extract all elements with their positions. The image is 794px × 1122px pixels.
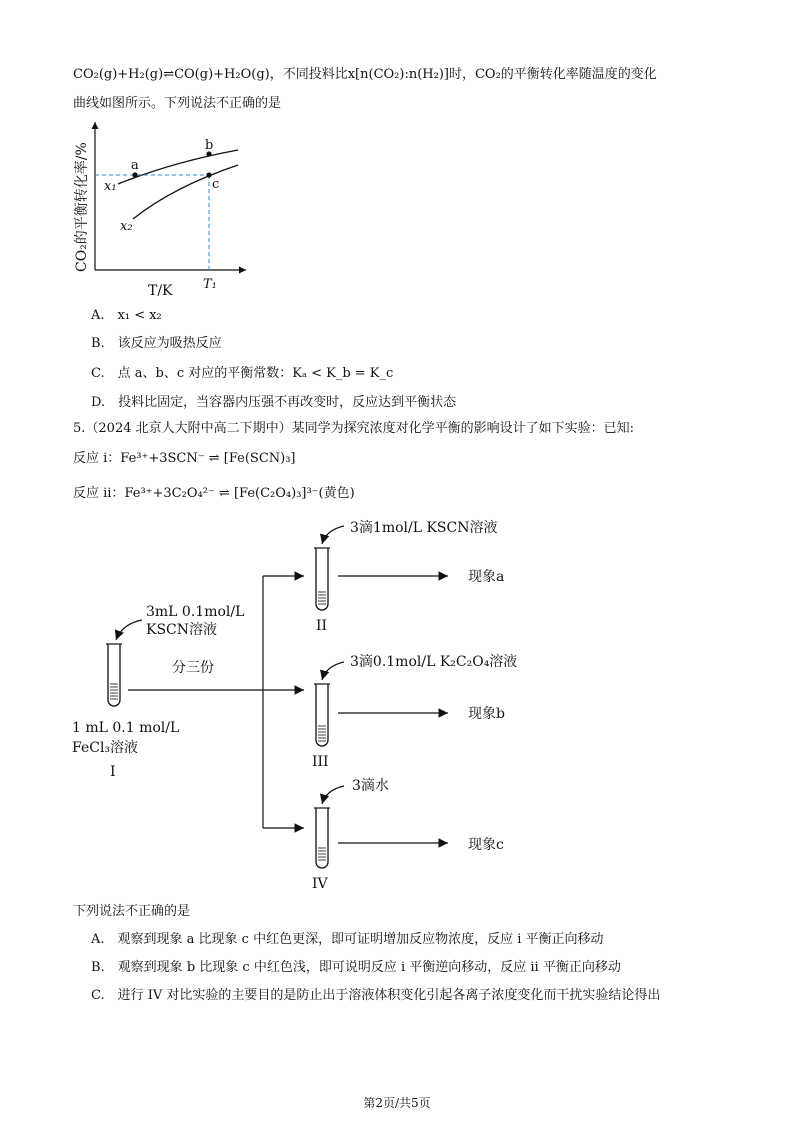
experiment-diagram — [60, 512, 620, 892]
q4-ratio: x[n(CO₂):n(H₂)] — [347, 67, 449, 82]
tube3-label: III — [312, 754, 329, 770]
point-b-label: b — [205, 138, 214, 153]
q4-stem-tail: 时，CO₂的平衡转化率随温度的变化 — [448, 67, 657, 82]
q5-option-b: B. 观察到现象 b 比现象 c 中红色浅，即可说明反应 i 平衡逆向移动，反应 ii 平衡正向移动 — [91, 960, 621, 975]
tube1-content-line1: 1 mL 0.1 mol/L — [72, 720, 180, 736]
curve-x2-label: x₂ — [120, 219, 133, 234]
tube1-reagent-line2: KSCN溶液 — [146, 622, 218, 638]
t1-label: T₁ — [203, 277, 217, 292]
tube2-dropper-arrow — [322, 526, 344, 544]
tube4-result: 现象c — [468, 837, 504, 853]
point-c-marker — [206, 172, 211, 177]
tube1-dropper-arrow — [116, 620, 142, 640]
tube4-reagent: 3滴水 — [352, 778, 389, 794]
tube3-dropper-arrow — [322, 662, 344, 680]
conversion-graph — [68, 112, 258, 302]
tube3-result: 现象b — [468, 706, 505, 722]
y-axis-label: CO₂的平衡转化率/% — [74, 142, 90, 272]
q5-reaction-i: 反应 i：Fe³⁺+3SCN⁻ ⇌ [Fe(SCN)₃] — [73, 451, 296, 466]
q5-stem: 5.（2024 北京人大附中高二下期中）某同学为探究浓度对化学平衡的影响设计了如下实验：已知: — [73, 421, 635, 436]
test-tube-1 — [106, 644, 122, 706]
q4-option-b: B. 该反应为吸热反应 — [91, 336, 222, 351]
tube1-label: I — [110, 764, 116, 780]
tube2-label: II — [316, 618, 328, 634]
test-tube-4 — [314, 808, 330, 868]
tube4-dropper-arrow — [322, 786, 344, 804]
test-tube-2 — [314, 548, 330, 610]
q4-option-d: D. 投料比固定，当容器内压强不再改变时，反应达到平衡状态 — [91, 395, 457, 410]
tube4-label: IV — [312, 876, 328, 892]
tube1-reagent-line1: 3mL 0.1mol/L — [146, 604, 245, 620]
q5-question: 下列说法不正确的是 — [73, 904, 191, 919]
q5-option-c: C. 进行 IV 对比实验的主要目的是防止出于溶液体积变化引起各离子浓度变化而干扰实验结论得出 — [91, 988, 661, 1003]
q4-stem-line2: 曲线如图所示。下列说法不正确的是 — [73, 96, 282, 111]
point-c-label: c — [212, 177, 220, 192]
test-tube-3 — [314, 684, 330, 746]
tube2-result: 现象a — [468, 569, 505, 585]
x-axis-label: T/K — [148, 283, 173, 299]
page-footer: 第2页/共5页 — [363, 1096, 431, 1110]
split-label: 分三份 — [172, 660, 214, 676]
q4-option-c: C. 点 a、b、c 对应的平衡常数：Kₐ < K_b = K_c — [91, 366, 394, 381]
tube3-reagent: 3滴0.1mol/L K₂C₂O₄溶液 — [350, 654, 518, 670]
point-a-label: a — [131, 158, 139, 173]
q5-reaction-ii: 反应 ii：Fe³⁺+3C₂O₄²⁻ ⇌ [Fe(C₂O₄)₃]³⁻(黄色) — [73, 486, 355, 501]
q4-stem-line1 — [73, 67, 657, 83]
tube1-content-line2: FeCl₃溶液 — [72, 740, 139, 756]
q4-equation: CO₂(g)+H₂(g)⇌CO(g)+H₂O(g)，不同投料比 — [73, 67, 348, 82]
curve-x1-label: x₁ — [104, 179, 117, 194]
point-a-marker — [132, 172, 137, 177]
q5-option-a: A. 观察到现象 a 比现象 c 中红色更深，即可证明增加反应物浓度，反应 i 平衡正向移动 — [91, 932, 604, 947]
q4-option-a: A. x₁ < x₂ — [91, 308, 162, 323]
tube2-reagent: 3滴1mol/L KSCN溶液 — [350, 520, 498, 536]
